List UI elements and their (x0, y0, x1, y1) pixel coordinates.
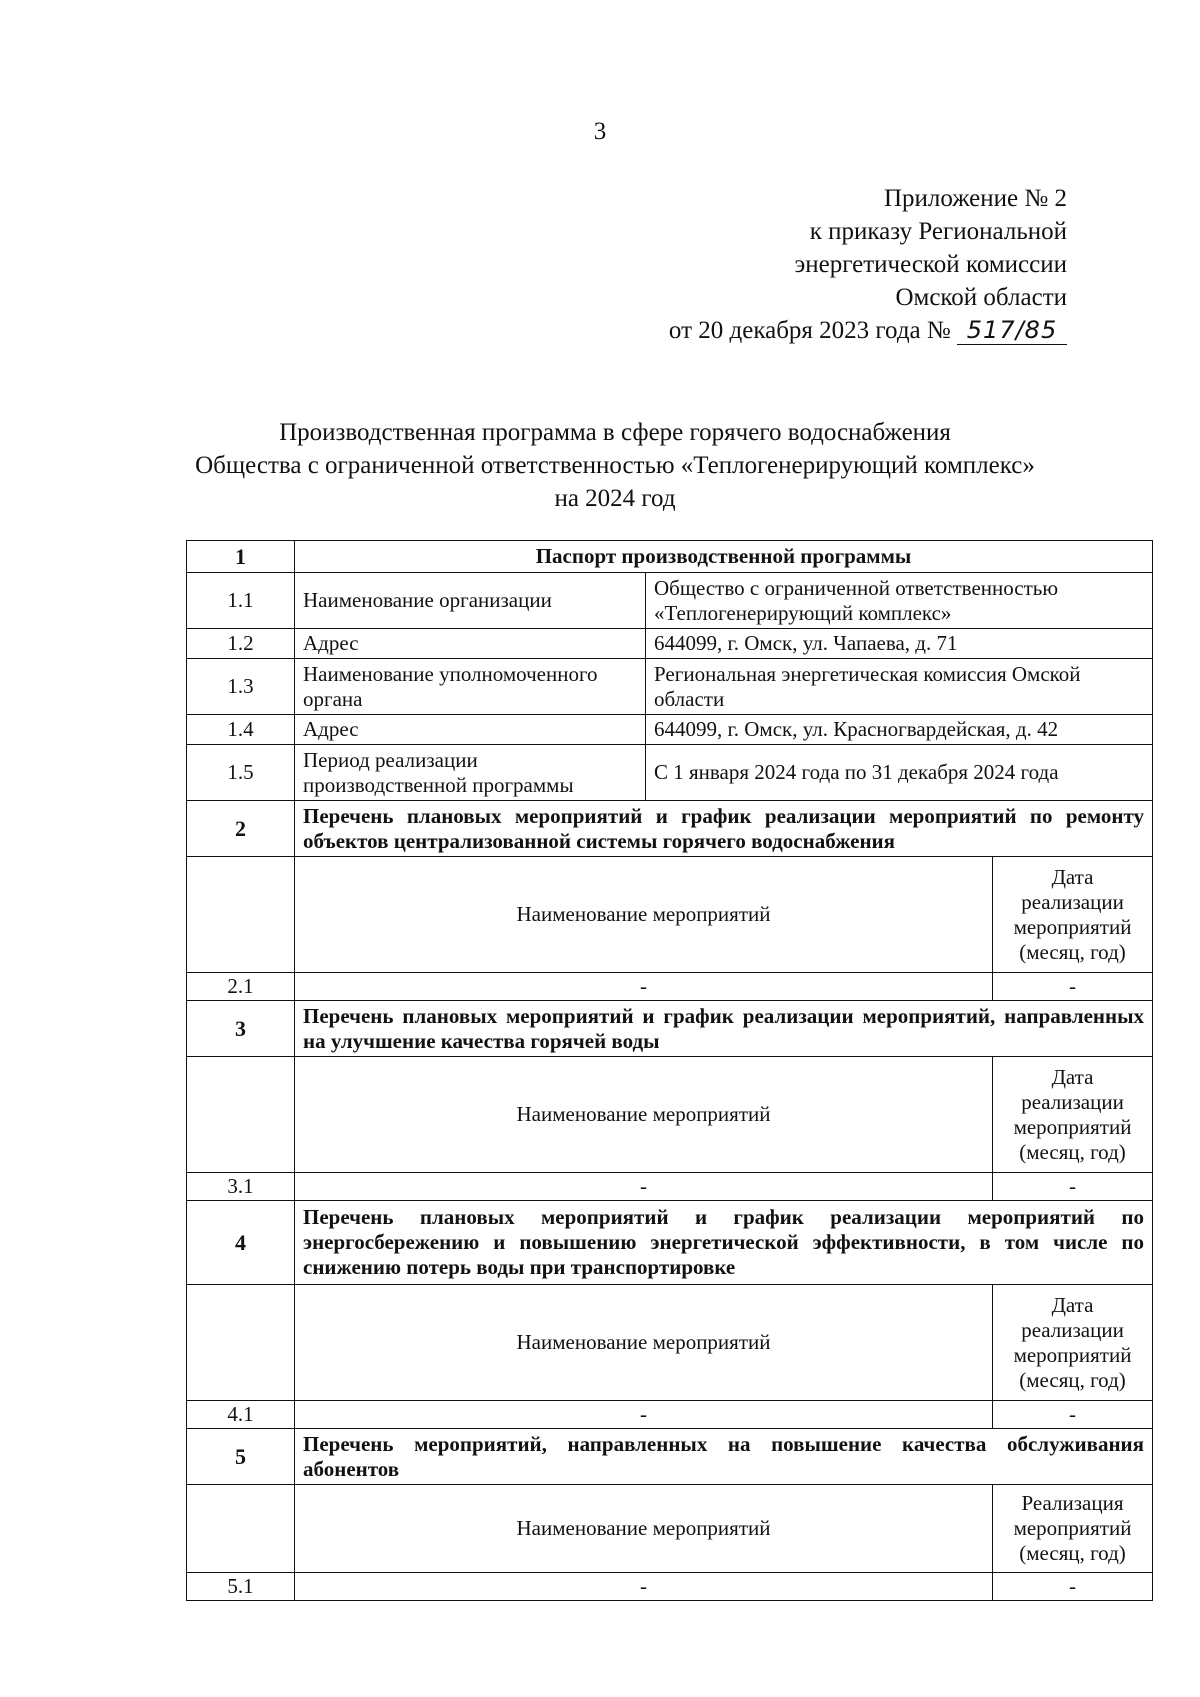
row-number: 1.5 (187, 745, 295, 801)
column-header-date: Реализация мероприятий (месяц, год) (993, 1485, 1153, 1573)
row-value: Региональная энергетическая комиссия Омской области (646, 659, 1153, 715)
empty-cell (187, 857, 295, 973)
order-number-handwritten: 517/85 (957, 316, 1067, 345)
document-title (0, 416, 1200, 515)
empty-cell (187, 1285, 295, 1401)
section-heading-row (187, 1201, 1153, 1285)
empty-cell (187, 1485, 295, 1573)
table-row (187, 1401, 1153, 1429)
section-title: Перечень плановых мероприятий и график реализации мероприятий по ремонту объектов централизованной системы горячего водоснабжения (295, 801, 1153, 857)
row-name: - (295, 1573, 993, 1601)
table-row (187, 745, 1153, 801)
section-header-row (187, 1057, 1153, 1173)
row-name: - (295, 973, 993, 1001)
row-value: 644099, г. Омск, ул. Чапаева, д. 71 (646, 629, 1153, 659)
appendix-date-line (669, 314, 1067, 347)
row-label: Наименование уполномоченного органа (295, 659, 646, 715)
section-title: Перечень плановых мероприятий и график реализации мероприятий, направленных на улучшение качества горячей воды (295, 1001, 1153, 1057)
row-number: 4.1 (187, 1401, 295, 1429)
passport-heading-row (187, 541, 1153, 573)
appendix-block (669, 182, 1067, 347)
row-value: Общество с ограниченной ответственностью «Теплогенерирующий комплекс» (646, 573, 1153, 629)
title-line: на 2024 год (554, 485, 676, 512)
row-date: - (993, 1401, 1153, 1429)
title-line: Общества с ограниченной ответственностью «Теплогенерирующий комплекс» (195, 452, 1035, 479)
column-header-name: Наименование мероприятий (295, 1285, 993, 1401)
row-number: 1.1 (187, 573, 295, 629)
section-header-row (187, 857, 1153, 973)
section-heading-row (187, 801, 1153, 857)
row-label: Период реализации производственной программы (295, 745, 646, 801)
appendix-line: энергетической комиссии (794, 251, 1067, 278)
section-header-row (187, 1485, 1153, 1573)
table-row (187, 629, 1153, 659)
empty-cell (187, 1057, 295, 1173)
section-heading-row (187, 1001, 1153, 1057)
section-number: 3 (187, 1001, 295, 1057)
row-number: 3.1 (187, 1173, 295, 1201)
section-heading-row (187, 1429, 1153, 1485)
row-number: 1.4 (187, 715, 295, 745)
table-row (187, 659, 1153, 715)
row-name: - (295, 1401, 993, 1429)
row-value: 644099, г. Омск, ул. Красногвардейская, д. 42 (646, 715, 1153, 745)
row-label: Адрес (295, 715, 646, 745)
section-number: 5 (187, 1429, 295, 1485)
row-label: Наименование организации (295, 573, 646, 629)
section-number: 2 (187, 801, 295, 857)
row-date: - (993, 1573, 1153, 1601)
column-header-date: Дата реализации мероприятий (месяц, год) (993, 857, 1153, 973)
title-line: Производственная программа в сфере горячего водоснабжения (279, 419, 951, 446)
section-title: Перечень мероприятий, направленных на повышение качества обслуживания абонентов (295, 1429, 1153, 1485)
table-row (187, 1173, 1153, 1201)
row-name: - (295, 1173, 993, 1201)
row-number: 2.1 (187, 973, 295, 1001)
column-header-name: Наименование мероприятий (295, 857, 993, 973)
row-number: 5.1 (187, 1573, 295, 1601)
row-number: 1.3 (187, 659, 295, 715)
row-label: Адрес (295, 629, 646, 659)
passport-heading: Паспорт производственной программы (295, 541, 1153, 573)
row-date: - (993, 973, 1153, 1001)
table-row (187, 573, 1153, 629)
row-number: 1.2 (187, 629, 295, 659)
column-header-name: Наименование мероприятий (295, 1057, 993, 1173)
appendix-date: от 20 декабря 2023 года № (668, 317, 951, 344)
table-row (187, 973, 1153, 1001)
program-table (186, 540, 1153, 1601)
appendix-line: к приказу Региональной (809, 218, 1067, 245)
column-header-date: Дата реализации мероприятий (месяц, год) (993, 1057, 1153, 1173)
section-number: 4 (187, 1201, 295, 1285)
appendix-line: Омской области (895, 284, 1067, 311)
section-number: 1 (187, 541, 295, 573)
table-row (187, 715, 1153, 745)
column-header-name: Наименование мероприятий (295, 1485, 993, 1573)
section-header-row (187, 1285, 1153, 1401)
column-header-date: Дата реализации мероприятий (месяц, год) (993, 1285, 1153, 1401)
appendix-line: Приложение № 2 (883, 185, 1067, 212)
row-value: С 1 января 2024 года по 31 декабря 2024 года (646, 745, 1153, 801)
row-date: - (993, 1173, 1153, 1201)
table-row (187, 1573, 1153, 1601)
page-number: 3 (593, 118, 607, 145)
section-title: Перечень плановых мероприятий и график реализации мероприятий по энергосбережению и повышению энергетической эффективности, в том числе по снижению потерь воды при транспортировке (295, 1201, 1153, 1285)
